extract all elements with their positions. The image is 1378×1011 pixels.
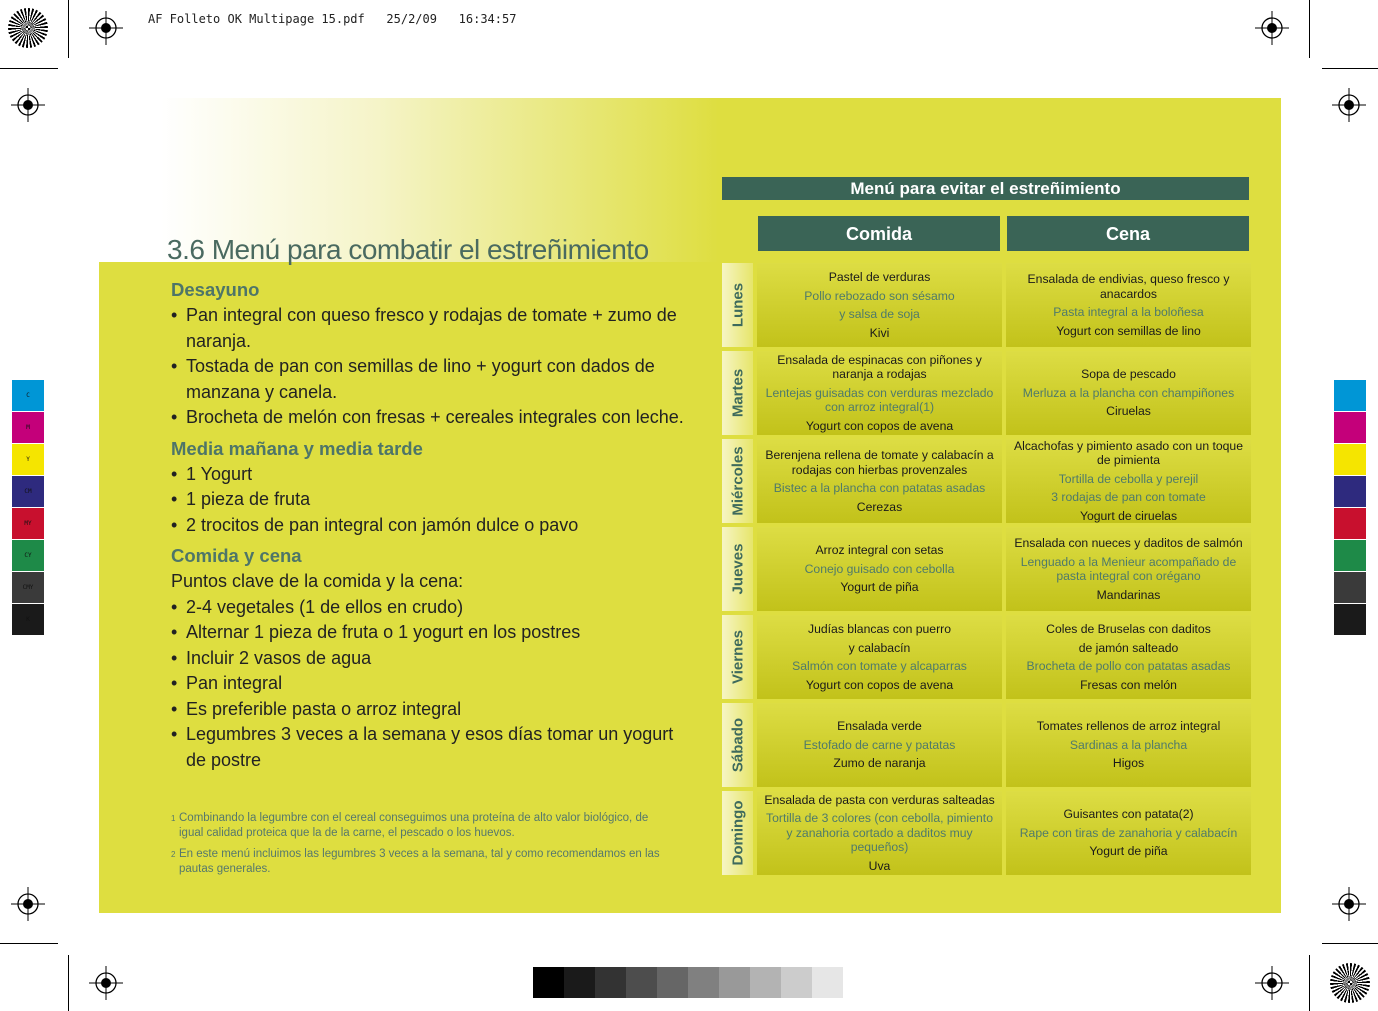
menu-dish: Ensalada de endivias, queso fresco y anacardos <box>1027 272 1230 301</box>
list-item: • 1 Yogurt <box>171 462 691 488</box>
list-item: • Incluir 2 vasos de agua <box>171 646 691 672</box>
footnote-number: 2 <box>171 850 176 859</box>
menu-dish: Yogurt de ciruelas <box>1079 508 1178 523</box>
cmyk-patch: MY <box>12 508 44 540</box>
menu-dish: Pastel de verduras <box>828 270 931 284</box>
list-item: • Pan integral <box>171 671 691 697</box>
menu-cell-cena <box>1006 263 1251 347</box>
list-item: • Es preferible pasta o arroz integral <box>171 697 691 723</box>
table-title: Menú para evitar el estreñimiento <box>722 177 1249 200</box>
gray-patch <box>719 967 750 998</box>
menu-dish: Lenguado a la Menieur acompañado de pasta integral con orégano <box>1020 554 1237 583</box>
cmyk-patch <box>1334 476 1366 508</box>
menu-dish: Pasta integral a la boloñesa <box>1053 305 1204 319</box>
cmyk-patch: CM <box>12 476 44 508</box>
section-heading-desayuno: Desayuno <box>171 279 260 300</box>
cmyk-patch <box>1334 572 1366 604</box>
menu-dish: Berenjena rellena de tomate y calabacín a rodajas con hierbas provenzales <box>765 448 994 477</box>
menu-dish: 3 rodajas de pan con tomate <box>1051 490 1206 505</box>
section-heading-media: Media mañana y media tarde <box>171 437 423 459</box>
list-item: • Brocheta de melón con fresas + cereales integrales con leche. <box>171 405 691 431</box>
cmyk-patch: M <box>12 412 44 444</box>
menu-dish: Zumo de naranja <box>833 756 926 771</box>
day-label-miércoles <box>722 439 753 523</box>
day-label-martes <box>722 351 753 435</box>
menu-dish: Sardinas a la plancha <box>1069 737 1188 752</box>
menu-dish: Rape con tiras de zanahoria y calabacín <box>1019 825 1238 840</box>
cmyk-patch: Y <box>12 444 44 476</box>
list-item-text: Alternar 1 pieza de fruta o 1 yogurt en los postres <box>186 622 581 642</box>
sunburst-target-icon <box>1330 963 1370 1003</box>
cmyk-patch <box>1334 412 1366 444</box>
list-item-text: 1 Yogurt <box>186 463 253 484</box>
menu-dish: Yogurt con semillas de lino <box>1056 323 1201 338</box>
gray-patch <box>750 967 781 998</box>
day-label-jueves <box>722 527 753 611</box>
registration-mark-icon <box>11 887 45 921</box>
menu-cell-comida <box>757 791 1002 875</box>
crop-mark <box>1322 68 1378 69</box>
menu-cell-cena <box>1006 615 1251 699</box>
crop-mark <box>1309 955 1310 1011</box>
menu-cell-comida <box>757 439 1002 523</box>
crop-mark <box>68 955 69 1011</box>
cmyk-patch: CMY <box>12 572 44 604</box>
footnotes <box>171 811 669 883</box>
list-item: • 1 pieza de fruta <box>171 487 691 513</box>
menu-dish: Judías blancas con puerro <box>808 622 951 636</box>
menu-dish: Yogurt de piña <box>1089 844 1168 859</box>
menu-dish: Conejo guisado con cebolla <box>804 561 955 576</box>
menu-dish: Tortilla de 3 colores (con cebolla, pimiento y zanahoria cortado a daditos muy pequeños) <box>766 811 993 855</box>
menu-dish: Mandarinas <box>1096 587 1161 602</box>
crop-mark <box>0 943 58 944</box>
left-column <box>171 279 691 773</box>
gray-patch <box>564 967 595 998</box>
menu-cell-cena <box>1006 527 1251 611</box>
registration-mark-icon <box>1255 11 1289 45</box>
list-item: • 2-4 vegetales (1 de ellos en crudo) <box>171 595 691 621</box>
menu-cell-cena <box>1006 703 1251 787</box>
day-label-viernes <box>722 615 753 699</box>
day-label-domingo <box>722 791 753 875</box>
menu-dish: Yogurt con copos de avena <box>805 418 954 433</box>
menu-dish: Kivi <box>869 325 890 340</box>
list-item-text: 2 trocitos de pan integral con jamón dulce o pavo <box>186 514 579 535</box>
day-label-text: Sábado <box>729 717 746 773</box>
cmyk-patch <box>1334 508 1366 540</box>
menu-dish: Fresas con melón <box>1080 677 1177 692</box>
day-label-text: Viernes <box>729 630 746 684</box>
menu-dish: Coles de Bruselas con daditos <box>1046 622 1211 636</box>
list-item-text: 1 pieza de fruta <box>186 489 311 509</box>
sunburst-target-icon <box>8 8 48 48</box>
menu-dish: Cerezas <box>856 499 903 514</box>
cmyk-patch: CY <box>12 540 44 572</box>
list-item: • Alternar 1 pieza de fruta o 1 yogurt en los postres <box>171 620 691 646</box>
day-label-text: Lunes <box>729 282 746 328</box>
cmyk-patch <box>1334 540 1366 572</box>
gray-patch <box>533 967 564 998</box>
list-item-text: 2-4 vegetales (1 de ellos en crudo) <box>186 596 464 617</box>
registration-mark-icon <box>89 11 123 45</box>
list-item-text: Pan integral con queso fresco y rodajas de tomate + zumo de naranja. <box>186 305 677 351</box>
registration-mark-icon <box>1332 887 1366 921</box>
cmyk-patch: C <box>12 380 44 412</box>
cmyk-patch <box>1334 444 1366 476</box>
menu-dish: Ciruelas <box>1106 404 1151 419</box>
menu-dish: Uva <box>868 858 891 873</box>
day-label-text: Jueves <box>729 543 746 595</box>
day-label-sábado <box>722 703 753 787</box>
cmyk-patch <box>1334 380 1366 412</box>
crop-mark <box>68 0 69 58</box>
menu-dish: de jamón salteado <box>1078 640 1179 655</box>
page-title: 3.6 Menú para combatir el estreñimiento <box>167 234 649 265</box>
cmyk-color-bar-right <box>1334 380 1366 636</box>
grayscale-bar <box>533 967 843 998</box>
footnote <box>171 811 669 841</box>
menu-cell-comida <box>757 615 1002 699</box>
footnote-text: En este menú incluimos las legumbres 3 veces a la semana, tal y como recomendamos en las pautas generales. <box>179 848 660 875</box>
list-item-text: Legumbres 3 veces a la semana y esos días tomar un yogurt de postre <box>186 724 674 770</box>
day-label-lunes <box>722 263 753 347</box>
day-label-text: Domingo <box>729 800 746 866</box>
menu-dish: Estofado de carne y patatas <box>803 737 956 752</box>
menu-cell-comida <box>757 263 1002 347</box>
menu-dish: y calabacín <box>848 640 911 655</box>
menu-dish: Bistec a la plancha con patatas asadas <box>773 481 986 495</box>
menu-dish: Tortilla de cebolla y perejil <box>1058 471 1199 486</box>
menu-dish: Yogurt con copos de avena <box>805 677 954 692</box>
intro-text: Puntos clave de la comida y la cena: <box>171 571 464 591</box>
gray-patch <box>626 967 657 998</box>
menu-dish: Tomates rellenos de arroz integral <box>1036 719 1221 734</box>
day-label-text: Miércoles <box>729 446 746 516</box>
menu-dish: Sopa de pescado <box>1081 367 1176 382</box>
cmyk-color-bar-left <box>12 380 44 636</box>
menu-dish: Ensalada verde <box>837 719 922 734</box>
column-header-comida: Comida <box>758 216 1000 251</box>
list-item-text: Incluir 2 vasos de agua <box>186 647 372 668</box>
menu-cell-cena <box>1006 439 1251 523</box>
gray-patch <box>688 967 719 998</box>
gray-patch <box>781 967 812 998</box>
day-label-text: Martes <box>729 368 746 418</box>
menu-dish: Lentejas guisadas con verduras mezclado con arroz integral(1) <box>765 385 994 415</box>
menu-dish: Merluza a la plancha con champiñones <box>1022 385 1235 400</box>
footnote <box>171 847 669 877</box>
column-header-cena: Cena <box>1007 216 1249 251</box>
registration-mark-icon <box>89 966 123 1000</box>
registration-mark-icon <box>1332 88 1366 122</box>
list-item-text: Pan integral <box>186 673 283 693</box>
menu-dish: Alcachofas y pimiento asado con un toque de pimienta <box>1013 438 1243 468</box>
list-item: • Legumbres 3 veces a la semana y esos días tomar un yogurt de postre <box>171 722 691 773</box>
list-item: • Tostada de pan con semillas de lino + yogurt con dados de manzana y canela. <box>171 354 691 405</box>
print-header: AF Folleto OK Multipage 15.pdf 25/2/09 16:34:57 <box>148 12 517 26</box>
list-item: • 2 trocitos de pan integral con jamón dulce o pavo <box>171 513 691 539</box>
menu-cell-cena <box>1006 791 1251 875</box>
footnote-text: Combinando la legumbre con el cereal conseguimos una proteína de alto valor biológico, de igual calidad proteica que la de la carne, el pescado o los huevos. <box>179 812 649 839</box>
footnote-number: 1 <box>171 814 176 823</box>
menu-dish: Salmón con tomate y alcaparras <box>792 659 967 673</box>
menu-cell-comida <box>757 351 1002 435</box>
gray-patch <box>657 967 688 998</box>
list-item: • Pan integral con queso fresco y rodajas de tomate + zumo de naranja. <box>171 303 691 354</box>
menu-dish: Ensalada de pasta con verduras salteadas <box>764 792 995 807</box>
menu-cell-comida <box>757 703 1002 787</box>
crop-mark <box>1309 0 1310 58</box>
menu-dish: Guisantes con patata(2) <box>1063 807 1194 822</box>
gray-patch <box>812 967 843 998</box>
registration-mark-icon <box>11 88 45 122</box>
section-heading-comida: Comida y cena <box>171 545 302 566</box>
list-item-text: Tostada de pan con semillas de lino + yogurt con dados de manzana y canela. <box>186 356 655 402</box>
cmyk-patch: K <box>12 604 44 636</box>
registration-mark-icon <box>1255 966 1289 1000</box>
menu-dish: Higos <box>1112 756 1145 771</box>
crop-mark <box>1322 943 1378 944</box>
menu-dish: Pollo rebozado son sésamo <box>804 288 955 303</box>
menu-cell-cena <box>1006 351 1251 435</box>
cmyk-patch <box>1334 604 1366 636</box>
menu-dish: Arroz integral con setas <box>815 543 944 558</box>
menu-dish: Ensalada con nueces y daditos de salmón <box>1014 536 1243 550</box>
menu-dish: y salsa de soja <box>839 307 920 321</box>
list-item-text: Brocheta de melón con fresas + cereales integrales con leche. <box>186 407 684 427</box>
menu-cell-comida <box>757 527 1002 611</box>
menu-dish: Brocheta de pollo con patatas asadas <box>1026 659 1231 673</box>
gray-patch <box>595 967 626 998</box>
menu-dish: Ensalada de espinacas con piñones y naranja a rodajas <box>777 352 982 382</box>
crop-mark <box>0 68 58 69</box>
list-item-text: Es preferible pasta o arroz integral <box>186 698 462 719</box>
menu-dish: Yogurt de piña <box>840 580 919 595</box>
